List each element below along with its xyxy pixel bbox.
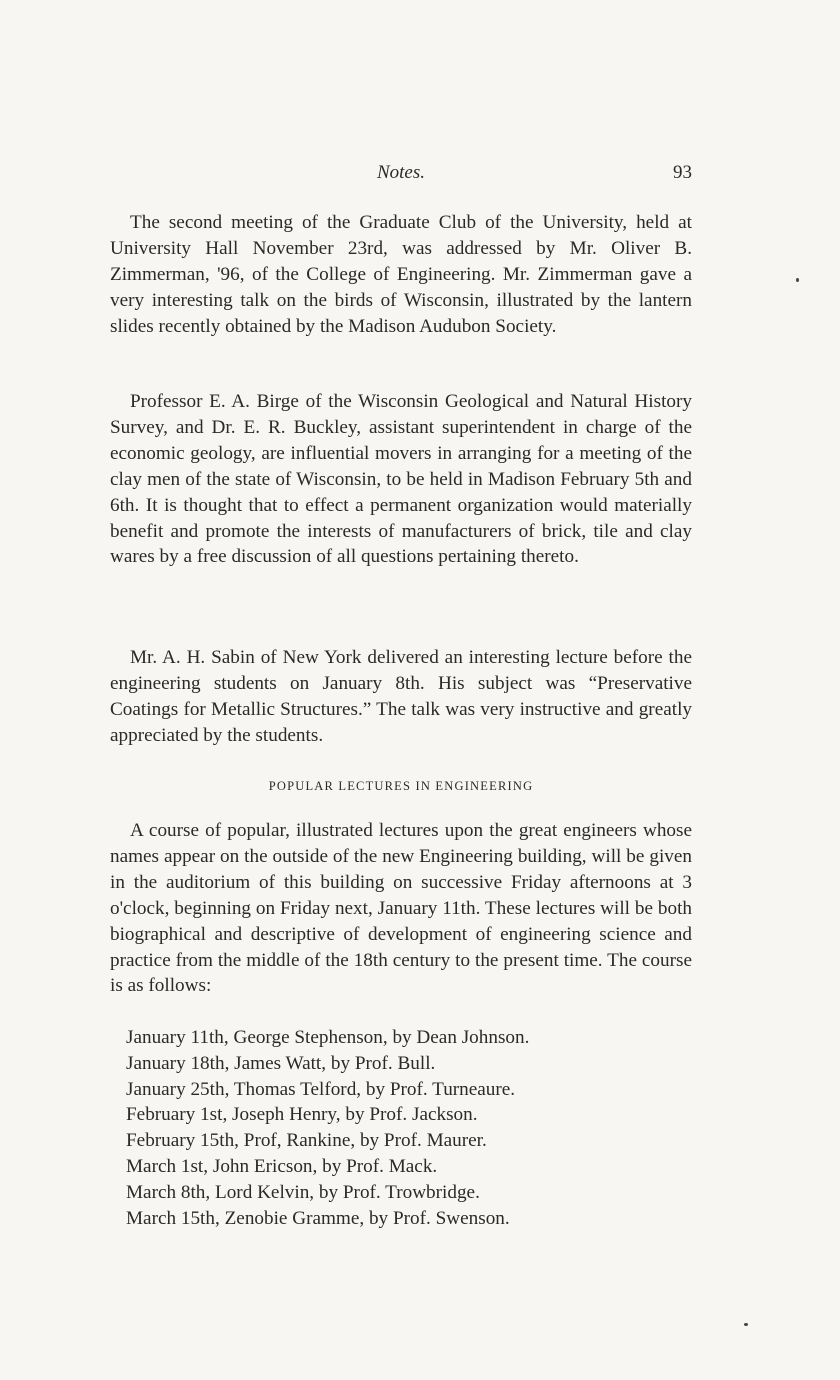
list-item: February 1st, Joseph Henry, by Prof. Jackson.: [126, 1104, 478, 1126]
list-item: January 11th, George Stephenson, by Dean Johnson.: [126, 1027, 530, 1048]
list-item: February 15th, Prof, Rankine, by Prof. Maurer.: [126, 1130, 487, 1152]
list-item: January 25th, Thomas Telford, by Prof. Turneaure.: [126, 1078, 516, 1100]
list-item: March 15th, Zenobie Gramme, by Prof. Swenson.: [126, 1207, 510, 1229]
scan-speck: [796, 278, 799, 282]
list-item: January 18th, James Watt, by Prof. Bull.: [126, 1052, 436, 1074]
page-header: [110, 160, 692, 190]
section-heading: POPULAR LECTURES IN ENGINEERING: [268, 779, 534, 793]
list-item: March 8th, Lord Kelvin, by Prof. Trowbridge.: [126, 1181, 480, 1203]
scan-speck: [744, 1323, 748, 1326]
list-item: March 1st, John Ericson, by Prof. Mack.: [126, 1155, 438, 1177]
paragraph-clay-meeting: Professor E. A. Birge of the Wisconsin Geological and Natural History Survey, and Dr. E. R. Buckley, assistant superintendent in charge of the economic geology, are influential movers in arranging for a meeting of the clay men of the state of Wisconsin, to be held in Madison February 5th and 6th. It is thought that to effect a permanent organization would materially benefit and promote the interests of manufacturers of brick, tile and clay wares by a free discussion of all questions pertaining thereto.: [110, 391, 692, 568]
running-title: Notes.: [376, 162, 426, 183]
paragraph-graduate-club: The second meeting of the Graduate Club of the University, held at University Hall November 23rd, was addressed by Mr. Oliver B. Zimmerman, '96, of the College of Engineering. Mr. Zimmerman gave a very interesting talk on the birds of Wisconsin, illustrated by the lantern slides recently obtained by the Madison Audubon Society.: [110, 212, 692, 337]
lecture-schedule-list: [126, 1025, 686, 1231]
paragraph-sabin-lecture: Mr. A. H. Sabin of New York delivered an interesting lecture before the engineering students on January 8th. His subject was “Preservative Coatings for Metallic Structures.” The talk was very instructive and greatly appreciated by the students.: [110, 647, 692, 746]
page-number: 93: [673, 162, 692, 183]
paragraph-lecture-course: A course of popular, illustrated lectures upon the great engineers whose names appear on the outside of the new Engineering building, will be given in the auditorium of this building on successive Friday afternoons at 3 o'clock, beginning on Friday next, January 11th. These lectures will be both biographical and descriptive of development of engineering science and practice from the middle of the 18th century to the present time. The course is as follows:: [110, 820, 692, 997]
